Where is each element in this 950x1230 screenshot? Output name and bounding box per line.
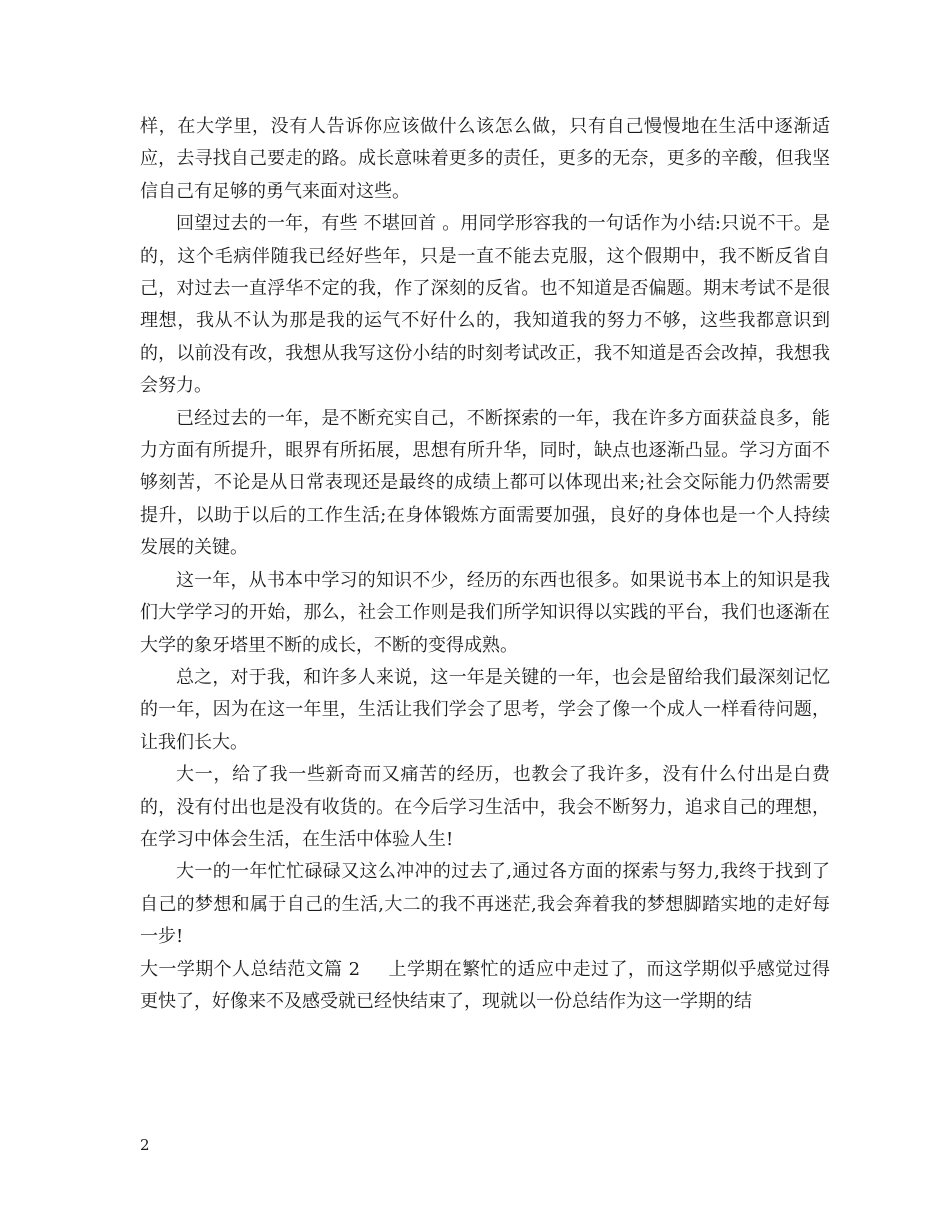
paragraph-2: 回望过去的一年，有些 不堪回首 。用同学形容我的一句话作为小结:只说不干。是的，这个毛病伴随我已经好些年，只是一直不能去克服，这个假期中，我不断反省自己，对过去一直浮华不定的我，作了深刻的反省。也不知道是否偏题。期末考试不是很理想，我从不认为那是我的运气不好什么的，我知道我的努力不够，这些我都意识到的，以前没有改，我想从我写这份小结的时刻考试改正，我不知道是否会改掉，我想我会努力。	[140, 213, 830, 397]
paragraph-6: 大一，给了我一些新奇而又痛苦的经历，也教会了我许多，没有什么付出是白费的，没有付出也是没有收货的。在今后学习生活中，我会不断努力，追求自己的理想，在学习中体会生活，在生活中体验人生!	[140, 764, 830, 850]
paragraph-5: 总之，对于我，和许多人来说，这一年是关键的一年，也会是留给我们最深刻记忆的一年，因为在这一年里，生活让我们学会了思考，学会了像一个成人一样看待问题，让我们长大。	[140, 666, 830, 753]
document-body	[140, 111, 830, 1018]
section-heading-line	[140, 954, 830, 1019]
paragraph-4: 这一年，从书本中学习的知识不少，经历的东西也很多。如果说书本上的知识是我们大学学习的开始，那么，社会工作则是我们所学知识得以实践的平台，我们也逐渐在大学的象牙塔里不断的成长，不断的变得成熟。	[140, 569, 830, 656]
paragraph-7: 大一的一年忙忙碌碌又这么冲冲的过去了,通过各方面的探索与努力,我终于找到了自己的梦想和属于自己的生活,大二的我不再迷茫,我会奔着我的梦想脚踏实地的走好每一步!	[140, 861, 830, 948]
section-heading: 大一学期个人总结范文篇 2	[140, 958, 361, 980]
section-text: 上学期在繁忙的适应中走过了，而这学期似乎感觉过得更快了，好像来不及感受就已经快结束了，现就以一份总结作为这一学期的结	[140, 958, 830, 1012]
page-number: 2	[140, 1136, 150, 1154]
paragraph-3: 已经过去的一年，是不断充实自己，不断探索的一年，我在许多方面获益良多，能力方面有所提升，眼界有所拓展，思想有所升华，同时，缺点也逐渐凸显。学习方面不够刻苦，不论是从日常表现还是最终的成绩上都可以体现出来;社会交际能力仍然需要提升，以助于以后的工作生活;在身体锻炼方面需要加强，良好的身体也是一个人持续发展的关键。	[140, 407, 830, 559]
paragraph-1: 样，在大学里，没有人告诉你应该做什么该怎么做，只有自己慢慢地在生活中逐渐适应，去寻找自己要走的路。成长意味着更多的责任，更多的无奈，更多的辛酸，但我坚信自己有足够的勇气来面对这些。	[140, 116, 830, 202]
